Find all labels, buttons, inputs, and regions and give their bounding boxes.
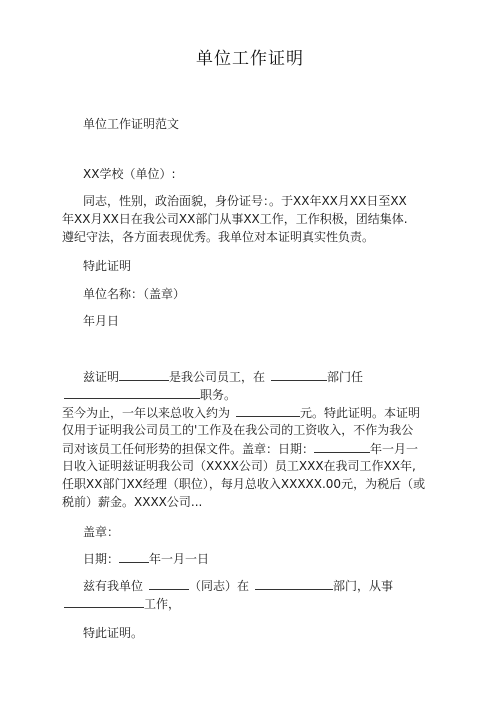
- cert3-text-c: 部门，从事: [333, 579, 394, 593]
- closing-line: 特此证明。: [83, 626, 144, 640]
- date2-text: 年一月一日: [149, 552, 210, 566]
- cert2-text-b: 是我公司员工，在: [169, 370, 266, 384]
- cert3-line-1: [83, 577, 393, 594]
- cert2-text-g: 司对该员工任何形势的担保文件。盖章：日期：: [62, 442, 315, 456]
- blank-field: [149, 577, 189, 590]
- cert3-text-a: 兹有我单位: [83, 579, 144, 593]
- blank-field: [119, 368, 169, 381]
- blank-field: [64, 386, 200, 399]
- body-line-1: 同志，性别，政治面貌，身份证号：。于XX年XX月XX日至XX: [83, 194, 407, 208]
- cert2-line-2: [64, 386, 236, 403]
- seal-line: 盖章：: [83, 525, 120, 539]
- cert2-line-4: 仅用于证明我公司员工的'工作及在我公司的工资收入，不作为我公: [62, 423, 414, 437]
- body-line-2: 年XX月XX日在我公司XX部门从事XX工作，工作积极，团结集体.: [62, 212, 408, 226]
- blank-field: [119, 550, 149, 563]
- date2-label: 日期：: [83, 552, 120, 566]
- blank-field: [236, 404, 300, 417]
- cert2-line-1: [83, 368, 363, 385]
- cert2-text-f: 元。特此证明。本证明: [300, 406, 421, 420]
- cert2-text-e: 至今为止，一年以来总收入约为: [62, 406, 231, 420]
- date2-line: [83, 550, 209, 567]
- salutation: XX学校（单位）:: [83, 167, 176, 181]
- cert2-text-a: 兹证明: [83, 370, 120, 384]
- cert3-text-b: （同志）在: [189, 579, 250, 593]
- blank-field: [64, 595, 144, 608]
- blank-field: [271, 368, 327, 381]
- cert2-line-5: [62, 440, 418, 457]
- unit-name-line: 单位名称：（盖章）: [83, 287, 186, 301]
- blank-field: [255, 577, 333, 590]
- cert2-text-c: 部门任: [327, 370, 364, 384]
- document-title: 单位工作证明: [196, 49, 304, 69]
- cert3-text-d: 工作，: [144, 597, 181, 611]
- cert2-line-7: 任职XX部门XX经理（职位），每月总收入XXXXX.00元，为税后（或: [62, 477, 426, 491]
- cert2-line-8: 税前）薪金。XXXX公司...: [62, 495, 203, 509]
- special-proof: 特此证明: [83, 259, 132, 273]
- blank-field: [314, 440, 370, 453]
- cert2-text-h: 年一月一: [370, 442, 419, 456]
- date-line: 年月日: [83, 314, 120, 328]
- cert2-line-3: [62, 404, 420, 421]
- body-line-3: 遵纪守法，各方面表现优秀。我单位对本证明真实性负责。: [62, 230, 375, 244]
- cert2-line-6: 日收入证明兹证明我公司（XXXX公司）员工XXX在我司工作XX年,: [62, 459, 416, 473]
- document-subtitle: 单位工作证明范文: [83, 117, 180, 131]
- cert3-line-2: [64, 595, 180, 612]
- cert2-text-d: 职务。: [200, 388, 237, 402]
